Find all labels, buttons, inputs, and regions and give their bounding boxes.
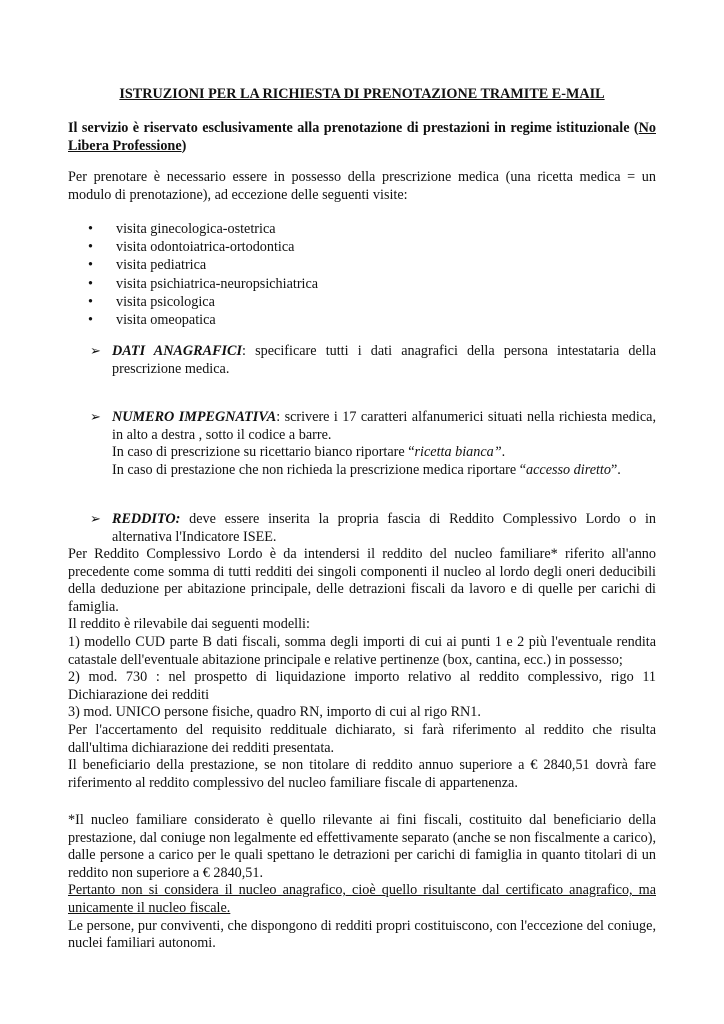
footnote xyxy=(68,812,656,953)
visit-label: visita ginecologica-ostetrica xyxy=(116,221,276,237)
list-item xyxy=(88,276,318,294)
service-notice xyxy=(68,120,656,155)
list-item xyxy=(88,257,318,275)
section-key: NUMERO IMPEGNATIVA xyxy=(112,409,277,425)
intro-paragraph: Per prenotare è necessario essere in possesso della prescrizione medica (una ricetta medica = un modulo di prenotazione), ad eccezione delle seguenti visite: xyxy=(68,169,656,203)
bullet-icon: • xyxy=(88,311,93,328)
footnote-underlined: Pertanto non si considera il nucleo anagrafico, cioè quello risultante dal certificato anagrafico, ma unicamente il nucleo fiscale. xyxy=(68,882,656,916)
section-text: : specificare tutti i dati anagrafici della persona intestataria della prescrizione medica. xyxy=(112,343,656,377)
bullet-icon: • xyxy=(88,293,93,310)
reddito-beneficiario: Il beneficiario della prestazione, se non titolare di reddito annuo superiore a € 2840,51 dovrà fare riferimento al reddito complessivo del nucleo familiare fiscale di appartenenza. xyxy=(68,757,656,791)
bullet-icon: • xyxy=(88,257,93,274)
section-text: deve essere inserita la propria fascia di Reddito Complessivo Lordo o in alternativa l'Indicatore ISEE. xyxy=(112,511,656,545)
list-item xyxy=(88,294,318,312)
bullet-icon: • xyxy=(88,239,93,256)
bullet-icon: • xyxy=(88,221,93,237)
arrow-bullet-icon: ➢ xyxy=(90,512,101,527)
reddito-models-intro: Il reddito è rilevabile dai seguenti modelli: xyxy=(68,616,310,633)
reddito-model-cud: 1) modello CUD parte B dati fiscali, somma degli importi di cui ai punti 1 e 2 più l'eventuale rendita catastale dell'eventuale abitazione principale e relative pertinenze (box, cantina, ecc.) in possesso; xyxy=(68,633,656,668)
document-title: ISTRUZIONI PER LA RICHIESTA DI PRENOTAZIONE TRAMITE E-MAIL xyxy=(119,86,605,102)
visit-label: visita pediatrica xyxy=(116,257,207,274)
list-item xyxy=(88,239,318,257)
visit-label: visita psichiatrica-neuropsichiatrica xyxy=(116,275,319,292)
visit-label: visita omeopatica xyxy=(116,311,216,328)
bullet-icon: • xyxy=(88,275,93,292)
list-item xyxy=(88,221,318,239)
notice-underlined: No Libera Professione xyxy=(68,120,656,154)
visit-label: visita psicologica xyxy=(116,293,215,310)
section-key: DATI ANAGRAFICI xyxy=(112,343,243,359)
visits-list xyxy=(88,221,318,330)
visit-label: visita odontoiatrica-ortodontica xyxy=(116,239,295,256)
section-reddito xyxy=(68,511,656,546)
list-item xyxy=(88,312,318,330)
ricetta-bianca-line: In caso di prescrizione su ricettario bianco riportare “ricetta bianca”. xyxy=(112,444,506,461)
reddito-definition: Per Reddito Complessivo Lordo è da intendersi il reddito del nucleo familiare* riferito all'anno precedente come somma di tutti redditi dei singoli componenti il nucleo al lordo degli oneri deducibili della deduzione per abitazione principale, delle detrazioni fiscali da lavoro e di quelle per carichi di famiglia. xyxy=(68,546,656,615)
reddito-model-730: 2) mod. 730 : nel prospetto di liquidazione importo relativo al reddito complessivo, rigo 11 Dichiarazione dei redditi xyxy=(68,669,656,703)
section-key: REDDITO: xyxy=(112,511,181,527)
accesso-diretto-line: In caso di prestazione che non richieda la prescrizione medica riportare “accesso diretto”. xyxy=(112,461,621,478)
reddito-accertamento: Per l'accertamento del requisito reddituale dichiarato, si farà riferimento al reddito che risulta dall'ultima dichiarazione dei redditi presentata. xyxy=(68,721,656,756)
section-numero-impegnativa xyxy=(68,409,656,479)
footnote-definition: *Il nucleo familiare considerato è quello rilevante ai fini fiscali, costituito dal beneficiario della prestazione, dal coniuge non legalmente ed effettivamente separato (anche se non fiscalmente a carico), dalle persone a carico per le quali spettano le detrazioni per carichi di famiglia in quanto titolari di un reddito non superiore a € 2840,51. xyxy=(68,812,656,881)
notice-close: ) xyxy=(181,137,187,154)
arrow-bullet-icon: ➢ xyxy=(90,344,101,359)
arrow-bullet-icon: ➢ xyxy=(90,410,101,425)
section-dati-anagrafici xyxy=(68,343,656,378)
reddito-model-unico: 3) mod. UNICO persone fisiche, quadro RN, importo di cui al rigo RN1. xyxy=(68,704,481,721)
reddito-details xyxy=(68,546,656,792)
footnote-conviventi: Le persone, pur conviventi, che dispongono di redditi propri costituiscono, con l'eccezione del coniuge, nuclei familiari autonomi. xyxy=(68,917,656,952)
section-text: : scrivere i 17 caratteri alfanumerici situati nella richiesta medica, in alto a destra , sotto il codice a barre. xyxy=(112,409,656,443)
notice-text: Il servizio è riservato esclusivamente alla prenotazione di prestazioni in regime istituzionale ( xyxy=(68,120,639,136)
